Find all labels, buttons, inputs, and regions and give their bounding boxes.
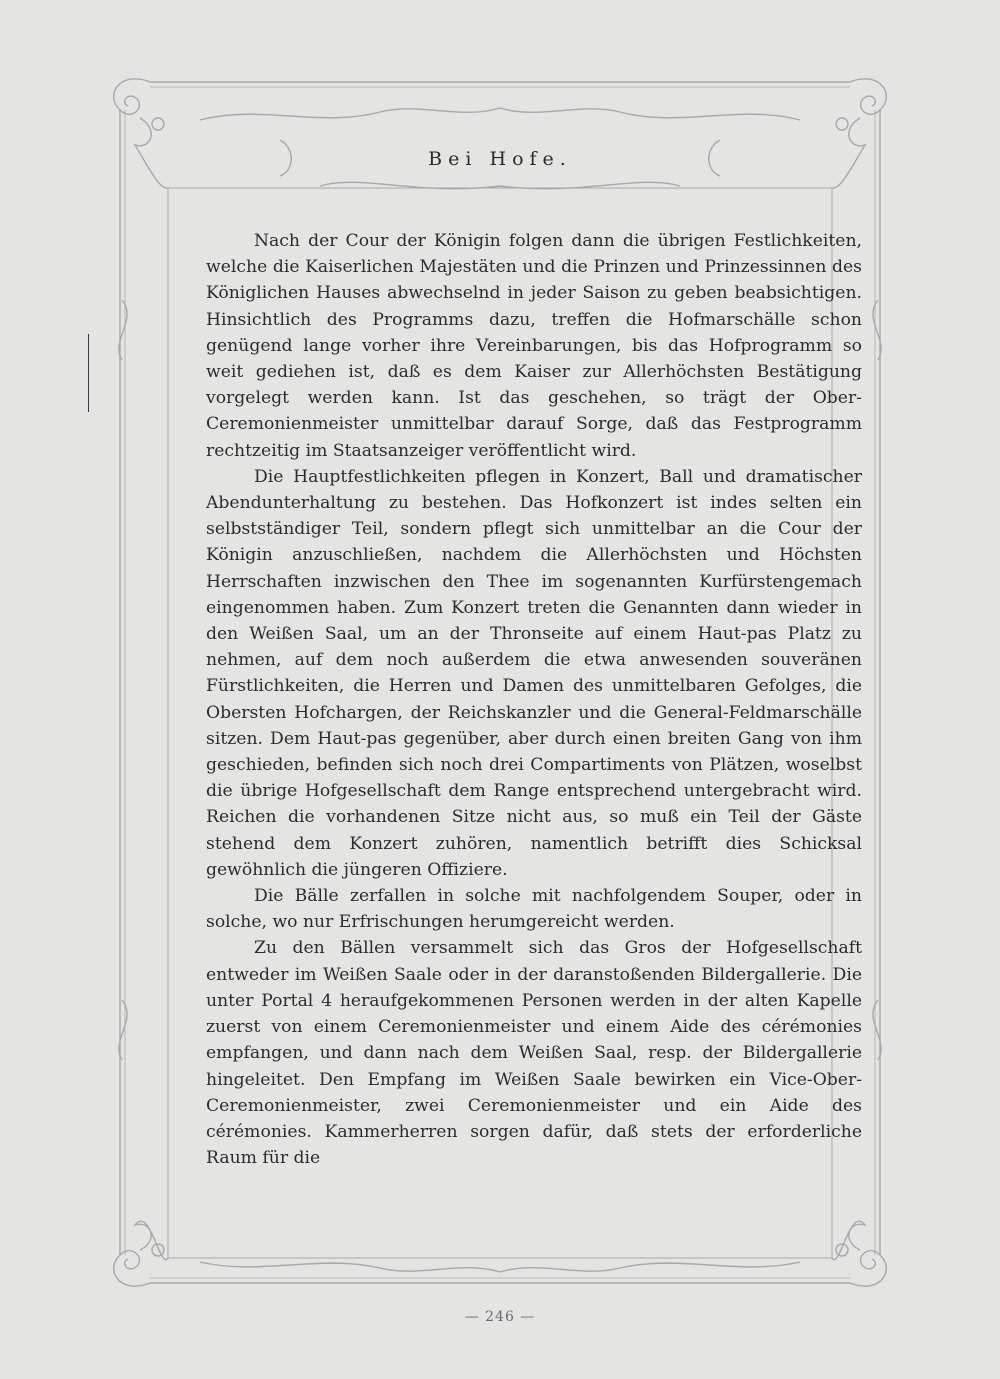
margin-pencil-mark [88,334,89,412]
page-title: Bei Hofe. [428,148,572,170]
paragraph-1: Nach der Cour der Königin folgen dann die übrigen Festlichkeiten, welche die Kaiserlichen Majestäten und die Prinzen und Prinzessinnen des Königlichen Hauses abwechselnd in jeder Saison zu geben beabsichtigen. Hinsichtlich des Programms dazu, treffen die Hofmarschälle schon genügend lange vorher ihre Vereinbarungen, bis das Hofprogramm so weit gediehen ist, daß es dem Kaiser zur Allerhöchsten Bestätigung vorgelegt werden kann. Ist das geschehen, so trägt der Ober-Ceremonienmeister unmittelbar darauf Sorge, daß das Festprogramm rechtzeitig im Staatsanzeiger veröffentlicht wird. [206,231,862,461]
paragraph-4: Zu den Bällen versammelt sich das Gros der Hofgesellschaft entweder im Weißen Saale oder in der daranstoßenden Bildergallerie. Die unter Portal 4 heraufgekommenen Personen werden in der alten Kapelle zuerst von einem Ceremonienmeister und einem Aide des cérémonies empfangen, und dann nach dem Weißen Saal, resp. der Bildergallerie hingeleitet. Den Empfang im Weißen Saale bewirken ein Vice-Ober-Ceremonienmeister, zwei Ceremonienmeister und ein Aide des cérémonies. Kammerherren sorgen dafür, daß stets der erforderliche Raum für die [206,938,862,1169]
body-text [206,228,862,1171]
paragraph-3: Die Bälle zerfallen in solche mit nachfolgendem Souper, oder in solche, wo nur Erfrischungen herumgereicht werden. [206,886,862,933]
paragraph-2: Die Hauptfestlichkeiten pflegen in Konzert, Ball und dramatischer Abendunterhaltung zu bestehen. Das Hofkonzert ist indes selten ein selbstständiger Teil, sondern pflegt sich unmittelbar an die Cour der Königin anzuschließen, nachdem die Allerhöchsten und Höchsten Herrschaften inzwischen den Thee im sogenannten Kurfürstengemach eingenommen haben. Zum Konzert treten die Genannten dann wieder in den Weißen Saal, um an der Thronseite auf einem Haut-pas Platz zu nehmen, auf dem noch außerdem die etwa anwesenden souveränen Fürstlichkeiten, die Herren und Damen des unmittelbaren Gefolges, die Obersten Hofchargen, der Reichskanzler und die General-Feldmarschälle sitzen. Dem Haut-pas gegenüber, aber durch einen breiten Gang von ihm geschieden, befinden sich noch drei Compartiments von Plätzen, woselbst die übrige Hofgesellschaft dem Range entsprechend untergebracht wird. Reichen die vorhandenen Sitze nicht aus, so muß ein Teil der Gäste stehend dem Konzert zuhören, namentlich betrifft dies Schicksal gewöhnlich die jüngeren Offiziere. [206,466,862,880]
page-number: — 246 — [464,1309,536,1325]
